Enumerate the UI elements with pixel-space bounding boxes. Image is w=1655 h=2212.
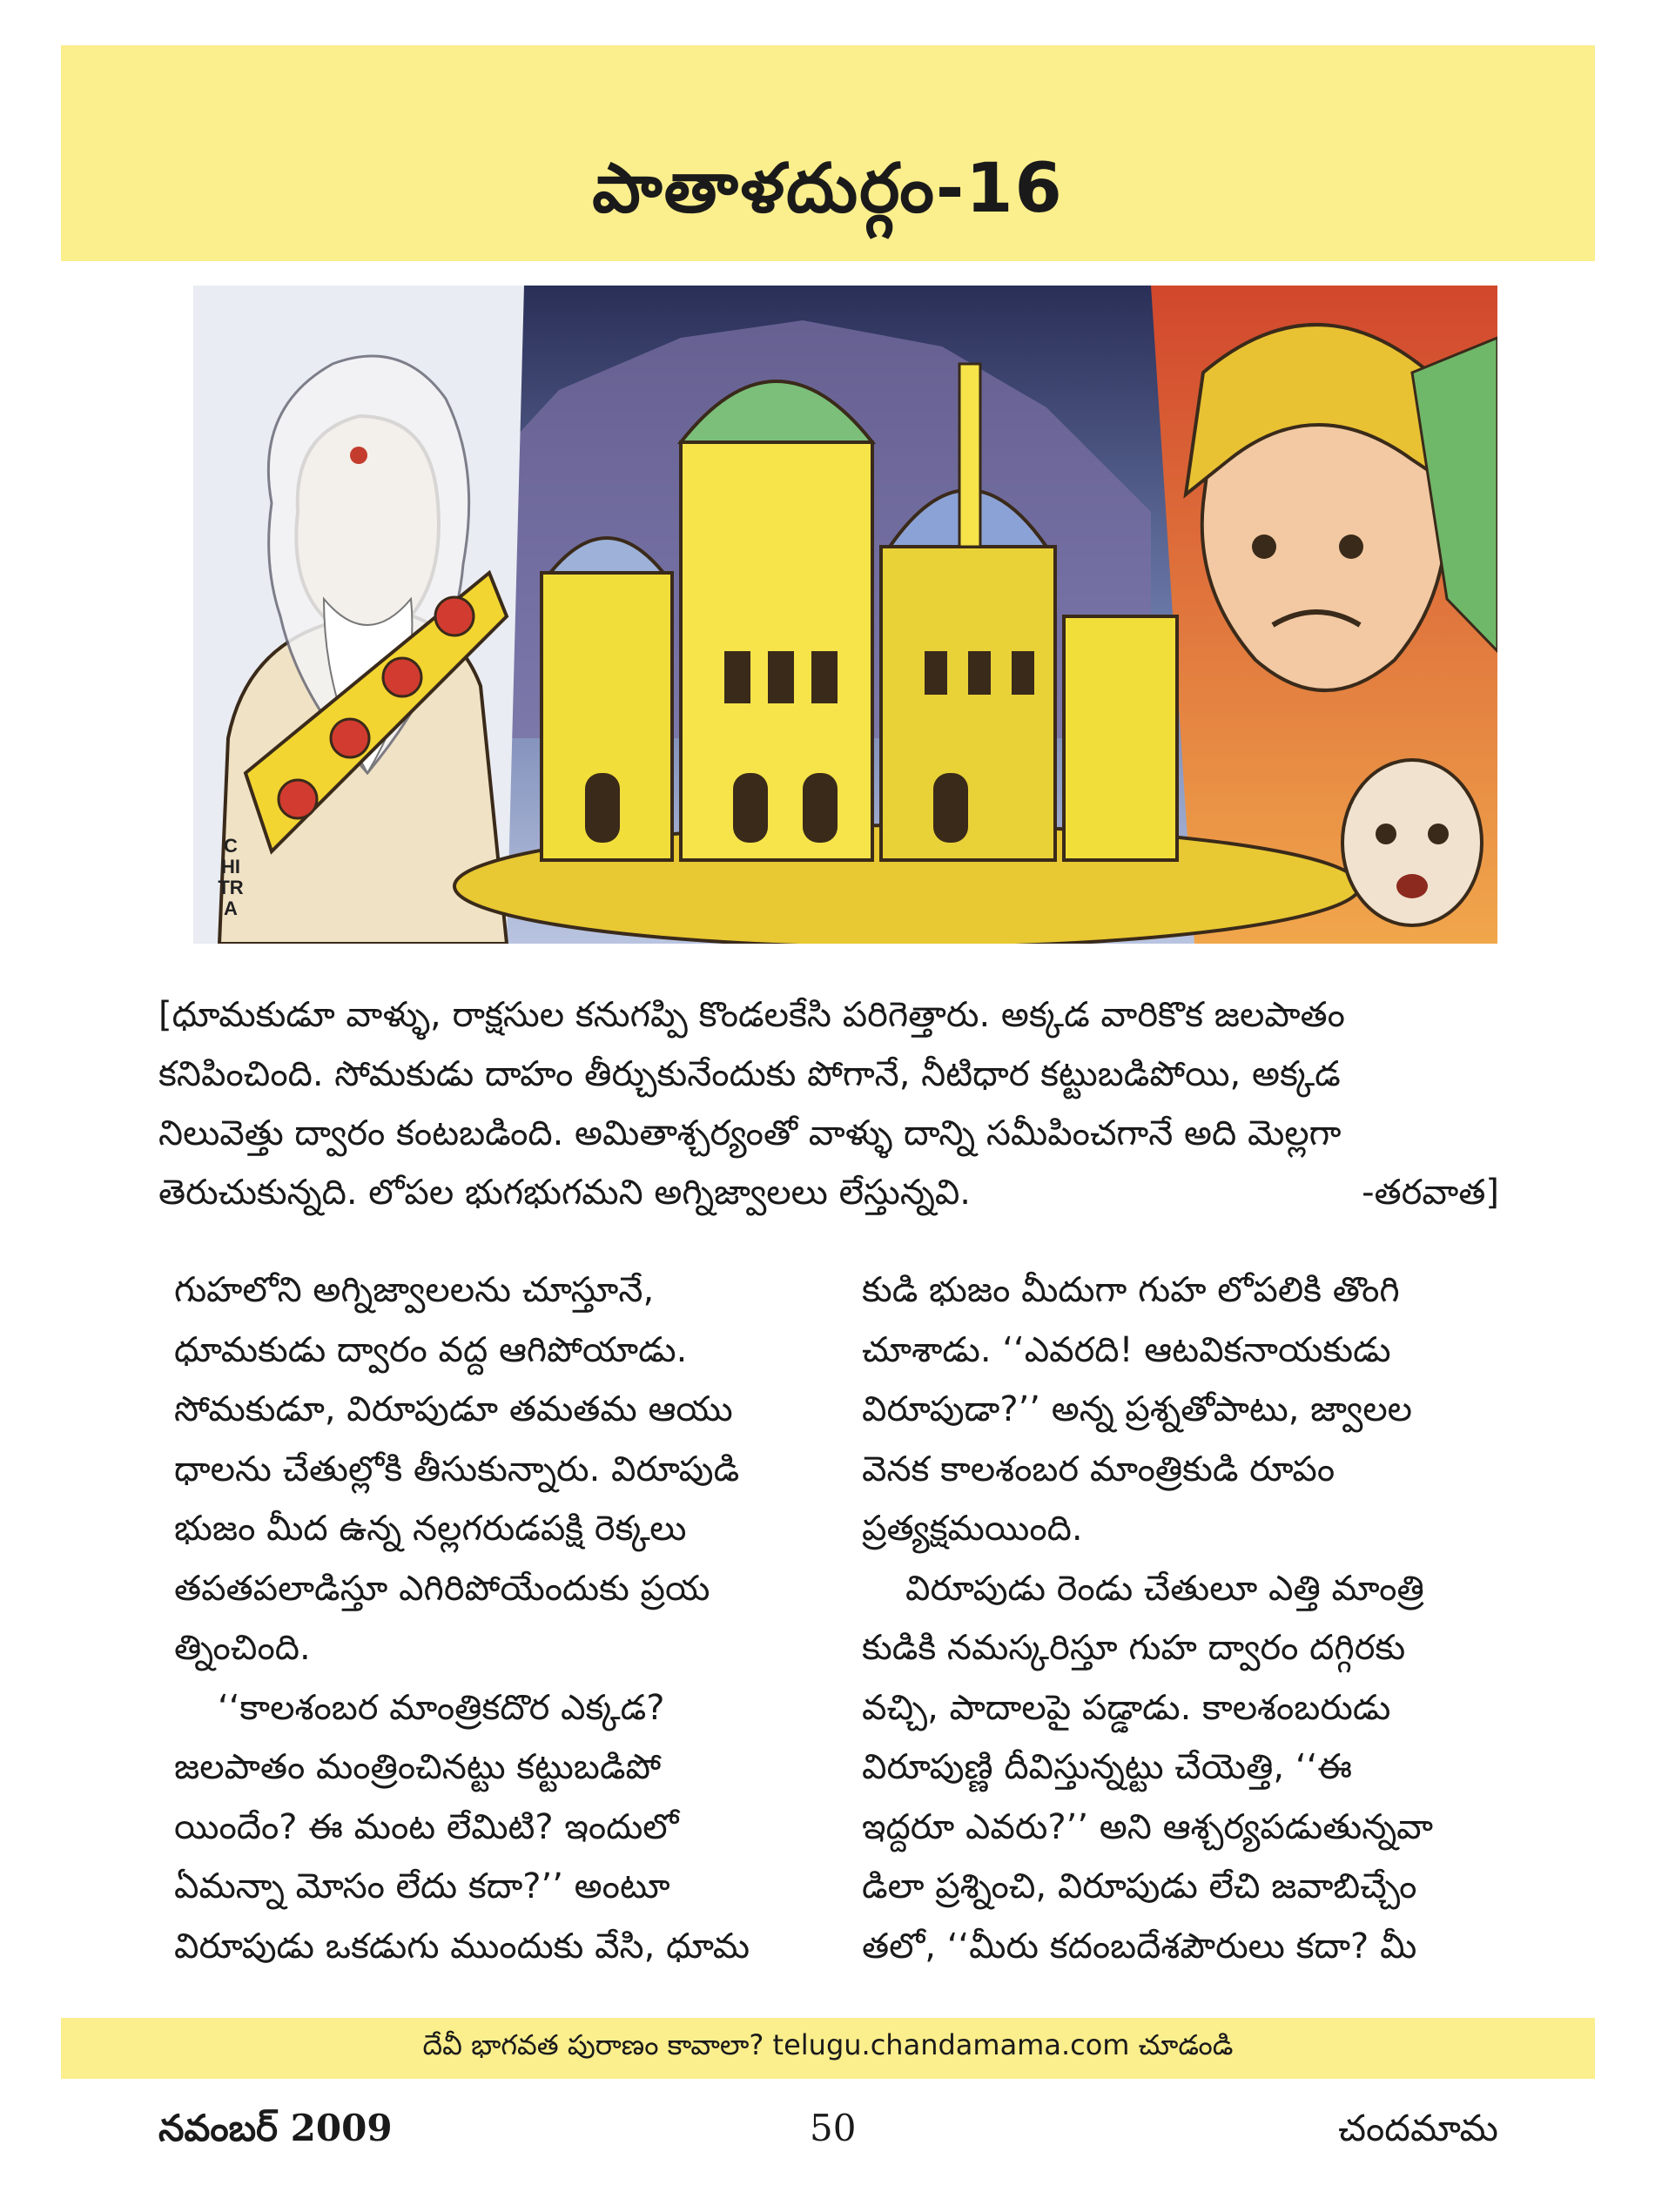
- paragraph-line: విరూపుణ్ణి దీవిస్తున్నట్టు చేయెత్తి, ‘‘ఈ: [862, 1747, 1353, 1787]
- paragraph-line: ధూమకుడు ద్వారం వద్ద ఆగిపోయాడు.: [174, 1329, 688, 1370]
- paragraph-line: విరూపుడా?’’ అన్న ప్రశ్నతోపాటు, జ్వాలల: [862, 1389, 1413, 1429]
- paragraph-line: కుడి భుజం మీదుగా గుహ లోపలికి తొంగి: [862, 1270, 1400, 1310]
- paragraph-line: ఏమన్నా మోసం లేదు కదా?’’ అంటూ: [174, 1866, 670, 1906]
- column-left: [174, 1261, 836, 1976]
- paragraph-line: కుడికి నమస్కరిస్తూ గుహ ద్వారం దగ్గిరకు: [862, 1628, 1406, 1668]
- paragraph-line: ప్రత్యక్షమయింది.: [862, 1509, 1083, 1549]
- summary-line: నిలువెత్తు ద్వారం కంటబడింది. అమితాశ్చర్యంతో వాళ్ళు దాన్ని సమీపించగానే అది మెల్లగా: [158, 1113, 1342, 1153]
- footer-magazine-name: చందమామ: [1338, 2107, 1498, 2149]
- promo-band: [61, 2018, 1595, 2079]
- title-band: [61, 45, 1595, 261]
- paragraph-line: త్నించింది.: [174, 1628, 311, 1668]
- paragraph-line: తలో, ‘‘మీరు కదంబదేశపౌరులు కదా? మీ: [862, 1926, 1417, 1967]
- paragraph-line: ఇద్దరూ ఎవరు?’’ అని ఆశ్చర్యపడుతున్నవా: [862, 1806, 1434, 1847]
- story-illustration: [193, 286, 1497, 944]
- summary-last-line: [158, 1163, 1499, 1222]
- paragraph-line: చూశాడు. ‘‘ఎవరది! ఆటవికనాయకుడు: [862, 1329, 1391, 1370]
- footer-page-number: 50: [810, 2107, 857, 2149]
- promo-text: దేవీ భాగవత పురాణం కావాలా? telugu.chandamama.com చూడండి: [422, 2028, 1234, 2061]
- paragraph-line: విరూపుడు రెండు చేతులూ ఎత్తి మాంత్రి: [905, 1568, 1424, 1609]
- paragraph-line: ‘‘కాలశంబర మాంత్రికదొర ఎక్కడ?: [218, 1687, 665, 1728]
- paragraph-line: గుహలోని అగ్నిజ్వాలలను చూస్తూనే,: [174, 1270, 655, 1310]
- illustration-svg: [193, 286, 1497, 944]
- paragraph-line: తపతపలాడిస్తూ ఎగిరిపోయేందుకు ప్రయ: [174, 1568, 710, 1609]
- paragraph-line: వచ్చి, పాదాలపై పడ్డాడు. కాలశంబరుడు: [862, 1687, 1391, 1728]
- paragraph-line: జలపాతం మంత్రించినట్టు కట్టుబడిపో: [174, 1747, 662, 1787]
- story-summary: [158, 985, 1499, 1222]
- continued-marker: -తరవాత]: [1362, 1173, 1499, 1213]
- column-right: [862, 1261, 1524, 1976]
- summary-line: [ధూమకుడూ వాళ్ళు, రాక్షసుల కనుగప్పి కొండలకేసి పరిగెత్తారు. అక్కడ వారికొక జలపాతం: [158, 995, 1345, 1035]
- footer-issue-date: నవంబర్ 2009: [158, 2107, 393, 2149]
- bald-figure: [1342, 760, 1482, 925]
- paragraph-line: విరూపుడు ఒకడుగు ముందుకు వేసి, ధూమ: [174, 1926, 750, 1967]
- page-title: పాతాళదుర్గం-16: [592, 150, 1064, 228]
- paragraph-line: సోమకుడూ, విరూపుడూ తమతమ ఆయు: [174, 1389, 733, 1429]
- paragraph-line: భుజం మీద ఉన్న నల్లగరుడపక్షి రెక్కలు: [174, 1509, 687, 1549]
- paragraph-line: డిలా ప్రశ్నించి, విరూపుడు లేచి జవాబిచ్చేం: [862, 1866, 1417, 1906]
- paragraph-line: ధాలను చేతుల్లోకి తీసుకున్నారు. విరూపుడి: [174, 1449, 740, 1489]
- summary-line: తెరుచుకున్నది. లోపల భుగభుగమని అగ్నిజ్వాలలు లేస్తున్నవి.: [158, 1173, 971, 1213]
- artist-signature: CHITRA: [218, 835, 244, 919]
- summary-line: కనిపించింది. సోమకుడు దాహం తీర్చుకునేందుకు పోగానే, నీటిధార కట్టుబడిపోయి, అక్కడ: [158, 1054, 1341, 1094]
- paragraph-line: వెనక కాలశంబర మాంత్రికుడి రూపం: [862, 1449, 1335, 1489]
- paragraph-line: యిందేం? ఈ మంట లేమిటి? ఇందులో: [174, 1806, 679, 1847]
